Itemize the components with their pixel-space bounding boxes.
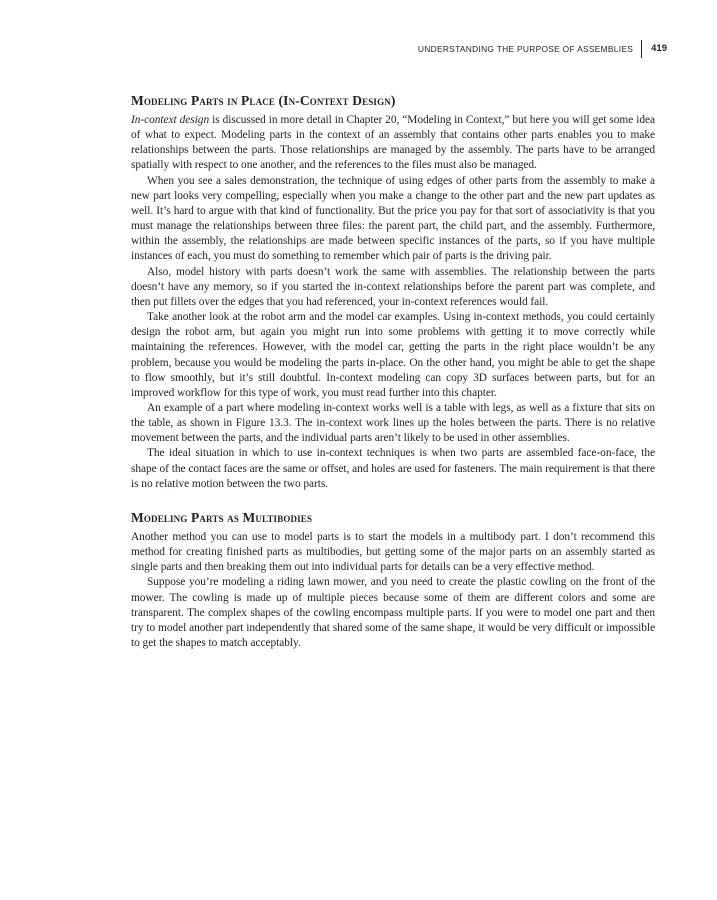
body-paragraph: When you see a sales demonstration, the technique of using edges of other parts from the assembly to make a new part looks very compelling, especially when you make a change to the other part and the new part updates as well. It’s hard to argue with that kind of functionality. But the price you pay for that sort of associativity is that you must manage the relationships between three files: the parent part, the child part, and the assembly. Furthermore, within the assembly, the relationships are made between specific instances of the parts, so if you have multiple instances of each, you must do something to remember which pair of parts is the driving pair. xyxy=(131,174,655,263)
running-title: UNDERSTANDING THE PURPOSE OF ASSEMBLIES xyxy=(417,44,634,54)
body-paragraph: The ideal situation in which to use in-context techniques is when two parts are assembled face-on-face, the shape of the contact faces are the same or offset, and holes are used for fasteners. The main requirement is that there is no relative motion between the two parts. xyxy=(131,447,655,490)
paragraph-text: is discussed in more detail in Chapter 20, “Modeling in Context,” but here you will get some idea of what to expect. Modeling parts in the context of an assembly that contains other parts enables you to make relationships between the parts. Those relationships are managed by the assembly. The parts have to be arranged spatially with respect to one another, and the references to the files must also be managed. xyxy=(131,114,655,172)
page-body xyxy=(131,92,655,651)
section-in-context-design xyxy=(131,92,655,492)
running-header xyxy=(418,40,667,58)
section-heading: Modeling Parts as Multibodies xyxy=(131,509,313,525)
body-paragraph: Another method you can use to model parts is to start the models in a multibody part. I don’t recommend this method for creating finished parts as multibodies, but getting some of the major parts on an assembly started as single parts and then breaking them out into individual parts for details can be a very effective method. xyxy=(131,530,655,574)
page-number: 419 xyxy=(651,43,667,54)
body-paragraph: Also, model history with parts doesn’t work the same with assemblies. The relationship between the parts doesn’t have any memory, so if you started the in-context relationships before the parent part was complete, and then put fillets over the edges that you had referenced, your in-context references would fail. xyxy=(131,265,655,308)
body-paragraph: Suppose you’re modeling a riding lawn mower, and you need to create the plastic cowling on the front of the mower. The cowling is made up of multiple pieces because some of them are different colors and some are transparent. The complex shapes of the cowling encompass multiple parts. If you were to model one part and then try to model another part independently that shared some of the same shape, it would be very difficult or impossible to get the shapes to match acceptably. xyxy=(131,576,655,649)
section-heading: Modeling Parts in Place (In-Context Design) xyxy=(131,93,396,108)
section-multibodies xyxy=(131,509,655,651)
body-paragraph: Take another look at the robot arm and the model car examples. Using in-context methods, you could certainly design the robot arm, but again you might run into some problems with getting it to move correctly while maintaining the references. However, with the model car, getting the parts in the right place wouldn’t be any problem, because you would be modeling the parts in-place. On the other hand, you might be able to get the shape to flow smoothly, but it’s still doubtful. In-context modeling can copy 3D surfaces between parts, but for an improved workflow for this type of work, you must read further into this chapter. xyxy=(131,311,655,399)
italic-term: In-context design xyxy=(131,114,210,126)
body-paragraph: An example of a part where modeling in-context works well is a table with legs, as well as a fixture that sits on the table, as shown in Figure 13.3. The in-context work lines up the holes between the parts. There is no relative movement between the parts, and the individual parts aren’t likely to be used in other assemblies. xyxy=(131,401,655,445)
body-paragraph xyxy=(131,113,655,174)
